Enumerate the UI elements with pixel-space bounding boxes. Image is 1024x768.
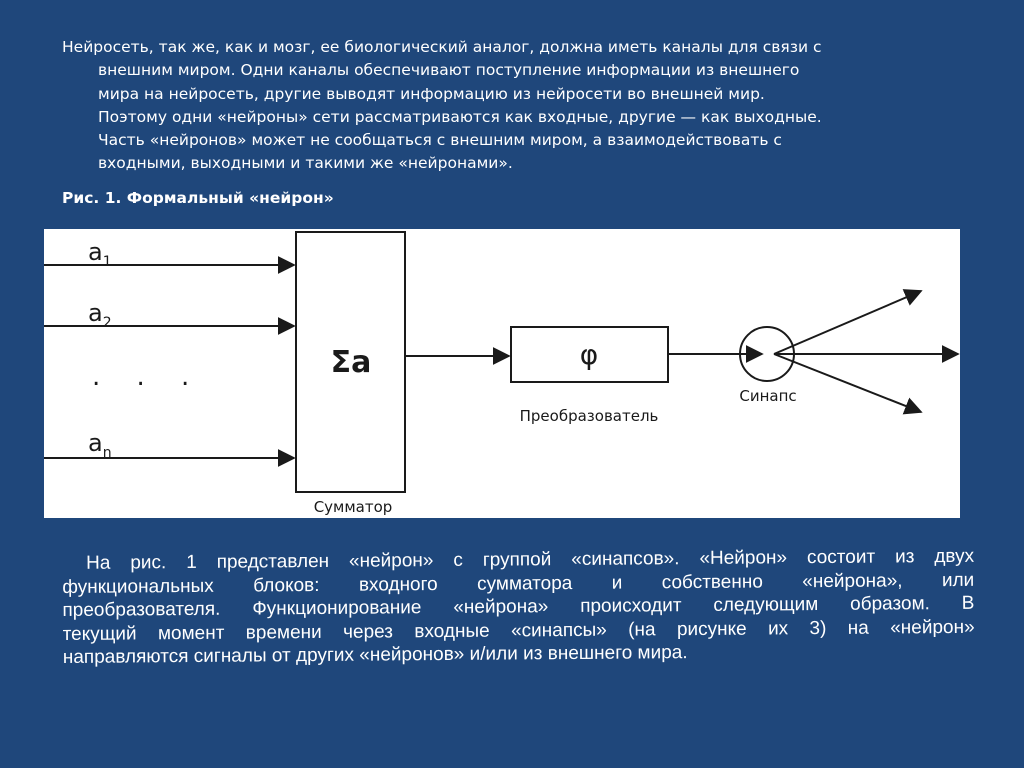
body-line: текущий момент времени через входные «синапсы» (на рисунке их 3) на «нейрон» xyxy=(62,616,975,645)
intro-line: Поэтому одни «нейроны» сети рассматриваются как входные, другие — как выходные. xyxy=(98,107,822,126)
converter-symbol: φ xyxy=(579,338,599,371)
input-label-a2: $a_2$ xyxy=(88,299,112,331)
summator-symbol: Σa xyxy=(330,345,372,380)
intro-paragraph xyxy=(62,36,972,176)
synapse-label: Синапс xyxy=(739,387,797,405)
neuron-diagram-svg xyxy=(44,229,960,518)
converter-label: Преобразователь xyxy=(519,407,659,425)
summator-label: Сумматор xyxy=(313,498,393,516)
body-line: На рис. 1 представлен «нейрон» с группой «синапсов». «Нейрон» состоит из двух xyxy=(86,545,975,574)
body-line: направляются сигналы от других «нейронов» и/или из внешнего мира. xyxy=(62,642,688,669)
input-ellipsis: . . . xyxy=(92,362,204,392)
input-label-an: $a_n$ xyxy=(88,429,112,461)
intro-line: мира на нейросеть, другие выводят информацию из нейросети во внешней мир. xyxy=(98,84,765,103)
intro-line: Нейросеть, так же, как и мозг, ее биологический аналог, должна иметь каналы для связи с xyxy=(62,38,822,56)
neuron-diagram xyxy=(44,229,960,518)
intro-line: внешним миром. Одни каналы обеспечивают поступление информации из внешнего xyxy=(98,61,800,80)
body-line: преобразователя. Функционирование «нейрона» происходит следующим образом. В xyxy=(62,593,975,622)
body-line: функциональных блоков: входного сумматора и собственно «нейрона», или xyxy=(62,569,975,598)
intro-line: входными, выходными и такими же «нейронами». xyxy=(98,154,513,173)
figure-caption: Рис. 1. Формальный «нейрон» xyxy=(62,189,334,207)
input-label-a1: $a_1$ xyxy=(88,238,112,270)
intro-line: Часть «нейронов» может не сообщаться с внешним миром, а взаимодействовать с xyxy=(98,131,782,150)
output-arrow-up xyxy=(774,291,921,354)
body-paragraph xyxy=(62,545,975,670)
